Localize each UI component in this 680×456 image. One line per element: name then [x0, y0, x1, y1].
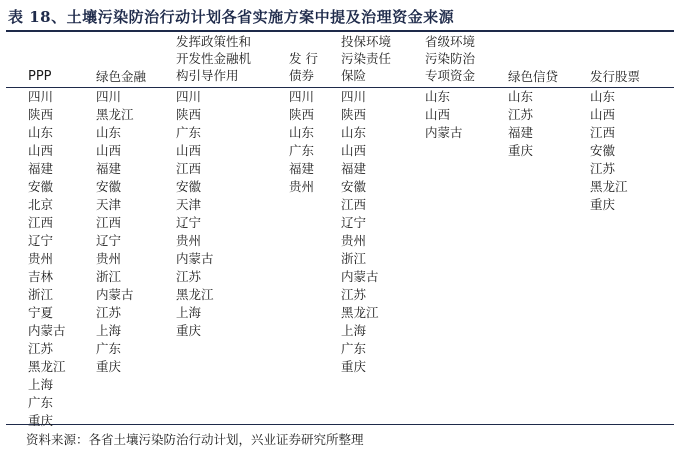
- table-cell: 江苏: [590, 161, 616, 176]
- table-cell: 四川: [289, 89, 315, 104]
- table-cell: 贵州: [176, 233, 202, 248]
- table-cell: 重庆: [508, 143, 534, 158]
- table-cell: 黑龙江: [28, 359, 66, 374]
- table-cell: 安徽: [590, 143, 616, 158]
- table-cell: 辽宁: [96, 233, 122, 248]
- table-cell: 浙江: [341, 251, 367, 266]
- column-header: 省级环境 污染防治 专项资金: [425, 34, 476, 83]
- table-cell: 山东: [508, 89, 534, 104]
- table-cell: 山东: [289, 125, 315, 140]
- table-cell: 安徽: [176, 179, 202, 194]
- table-cell: 内蒙古: [425, 125, 463, 140]
- table-cell: 北京: [28, 197, 54, 212]
- table-cell: 广东: [96, 341, 122, 356]
- column-cells: [96, 88, 134, 376]
- table-cell: 江西: [590, 125, 616, 140]
- table-cell: 广东: [28, 395, 54, 410]
- table-cell: 福建: [508, 125, 534, 140]
- table-cell: 福建: [28, 161, 54, 176]
- table-cell: 内蒙古: [341, 269, 379, 284]
- table-cell: 福建: [289, 161, 315, 176]
- table-cell: 山东: [425, 89, 451, 104]
- table-cell: 贵州: [341, 233, 367, 248]
- table-cell: 山东: [96, 125, 122, 140]
- table-cell: 重庆: [176, 323, 202, 338]
- table-cell: 安徽: [341, 179, 367, 194]
- column-header: 绿色金融: [96, 69, 147, 84]
- table-cell: 内蒙古: [96, 287, 134, 302]
- table-cell: 江苏: [341, 287, 367, 302]
- column-header: 发行股票: [590, 69, 641, 84]
- table-cell: 上海: [28, 377, 54, 392]
- table-cell: 吉林: [28, 269, 54, 284]
- table-cell: 山西: [590, 107, 616, 122]
- table-cell: 江西: [176, 161, 202, 176]
- bottom-rule: [6, 424, 674, 425]
- table-cell: 江苏: [508, 107, 534, 122]
- table-cell: 福建: [96, 161, 122, 176]
- table-cell: 广东: [289, 143, 315, 158]
- table-cell: 贵州: [289, 179, 315, 194]
- table-cell: 重庆: [96, 359, 122, 374]
- top-rule: [6, 30, 674, 32]
- table-cell: 四川: [96, 89, 122, 104]
- table-cell: 内蒙古: [176, 251, 214, 266]
- column-header: 投保环境 污染责任 保险: [341, 34, 392, 83]
- column-cells: [590, 88, 628, 214]
- table-cell: 四川: [341, 89, 367, 104]
- table-cell: 山东: [341, 125, 367, 140]
- source-note: 资料来源：各省土壤污染防治行动计划，兴业证券研究所整理: [26, 432, 364, 447]
- table-cell: 山西: [96, 143, 122, 158]
- table-cell: 山西: [341, 143, 367, 158]
- table-title: 表 18、土壤污染防治行动计划各省实施方案中提及治理资金来源: [8, 8, 455, 26]
- table-cell: 辽宁: [28, 233, 54, 248]
- table-cell: 黑龙江: [590, 179, 628, 194]
- table-cell: 安徽: [96, 179, 122, 194]
- table-cell: 上海: [96, 323, 122, 338]
- table-cell: 天津: [176, 197, 202, 212]
- table-cell: 山东: [28, 125, 54, 140]
- column-header: 绿色信贷: [508, 69, 559, 84]
- table-cell: 黑龙江: [176, 287, 214, 302]
- table-cell: 江苏: [96, 305, 122, 320]
- table-cell: 陕西: [28, 107, 54, 122]
- table-cell: 四川: [176, 89, 202, 104]
- table-cell: 山西: [425, 107, 451, 122]
- column-header: PPP: [28, 69, 52, 84]
- table-cell: 重庆: [28, 413, 54, 428]
- table-cell: 安徽: [28, 179, 54, 194]
- table-cell: 山东: [590, 89, 616, 104]
- table-cell: 上海: [176, 305, 202, 320]
- table-cell: 福建: [341, 161, 367, 176]
- table-cell: 黑龙江: [341, 305, 379, 320]
- table-cell: 重庆: [590, 197, 616, 212]
- table-cell: 重庆: [341, 359, 367, 374]
- table-cell: 宁夏: [28, 305, 54, 320]
- table-cell: 贵州: [28, 251, 54, 266]
- table-cell: 山西: [28, 143, 54, 158]
- table-cell: 陕西: [341, 107, 367, 122]
- column-cells: [425, 88, 463, 142]
- column-header: 发 行 债券: [289, 51, 318, 83]
- column-cells: [28, 88, 66, 430]
- table-cell: 江西: [28, 215, 54, 230]
- table-cell: 天津: [96, 197, 122, 212]
- column-cells: [176, 88, 214, 340]
- column-cells: [289, 88, 314, 196]
- table-cell: 辽宁: [176, 215, 202, 230]
- table-cell: 辽宁: [341, 215, 367, 230]
- table-cell: 浙江: [28, 287, 54, 302]
- table-cell: 陕西: [289, 107, 315, 122]
- table-cell: 四川: [28, 89, 54, 104]
- table-cell: 黑龙江: [96, 107, 134, 122]
- column-header: 发挥政策性和 开发性金融机 构引导作用: [176, 34, 252, 83]
- table-cell: 上海: [341, 323, 367, 338]
- table-cell: 山西: [176, 143, 202, 158]
- column-cells: [341, 88, 379, 376]
- table-cell: 广东: [341, 341, 367, 356]
- table-cell: 江苏: [28, 341, 54, 356]
- table-cell: 陕西: [176, 107, 202, 122]
- table-cell: 贵州: [96, 251, 122, 266]
- column-cells: [508, 88, 533, 160]
- table-cell: 江西: [341, 197, 367, 212]
- table-cell: 江苏: [176, 269, 202, 284]
- table-cell: 内蒙古: [28, 323, 66, 338]
- table-cell: 浙江: [96, 269, 122, 284]
- table-cell: 广东: [176, 125, 202, 140]
- table-cell: 江西: [96, 215, 122, 230]
